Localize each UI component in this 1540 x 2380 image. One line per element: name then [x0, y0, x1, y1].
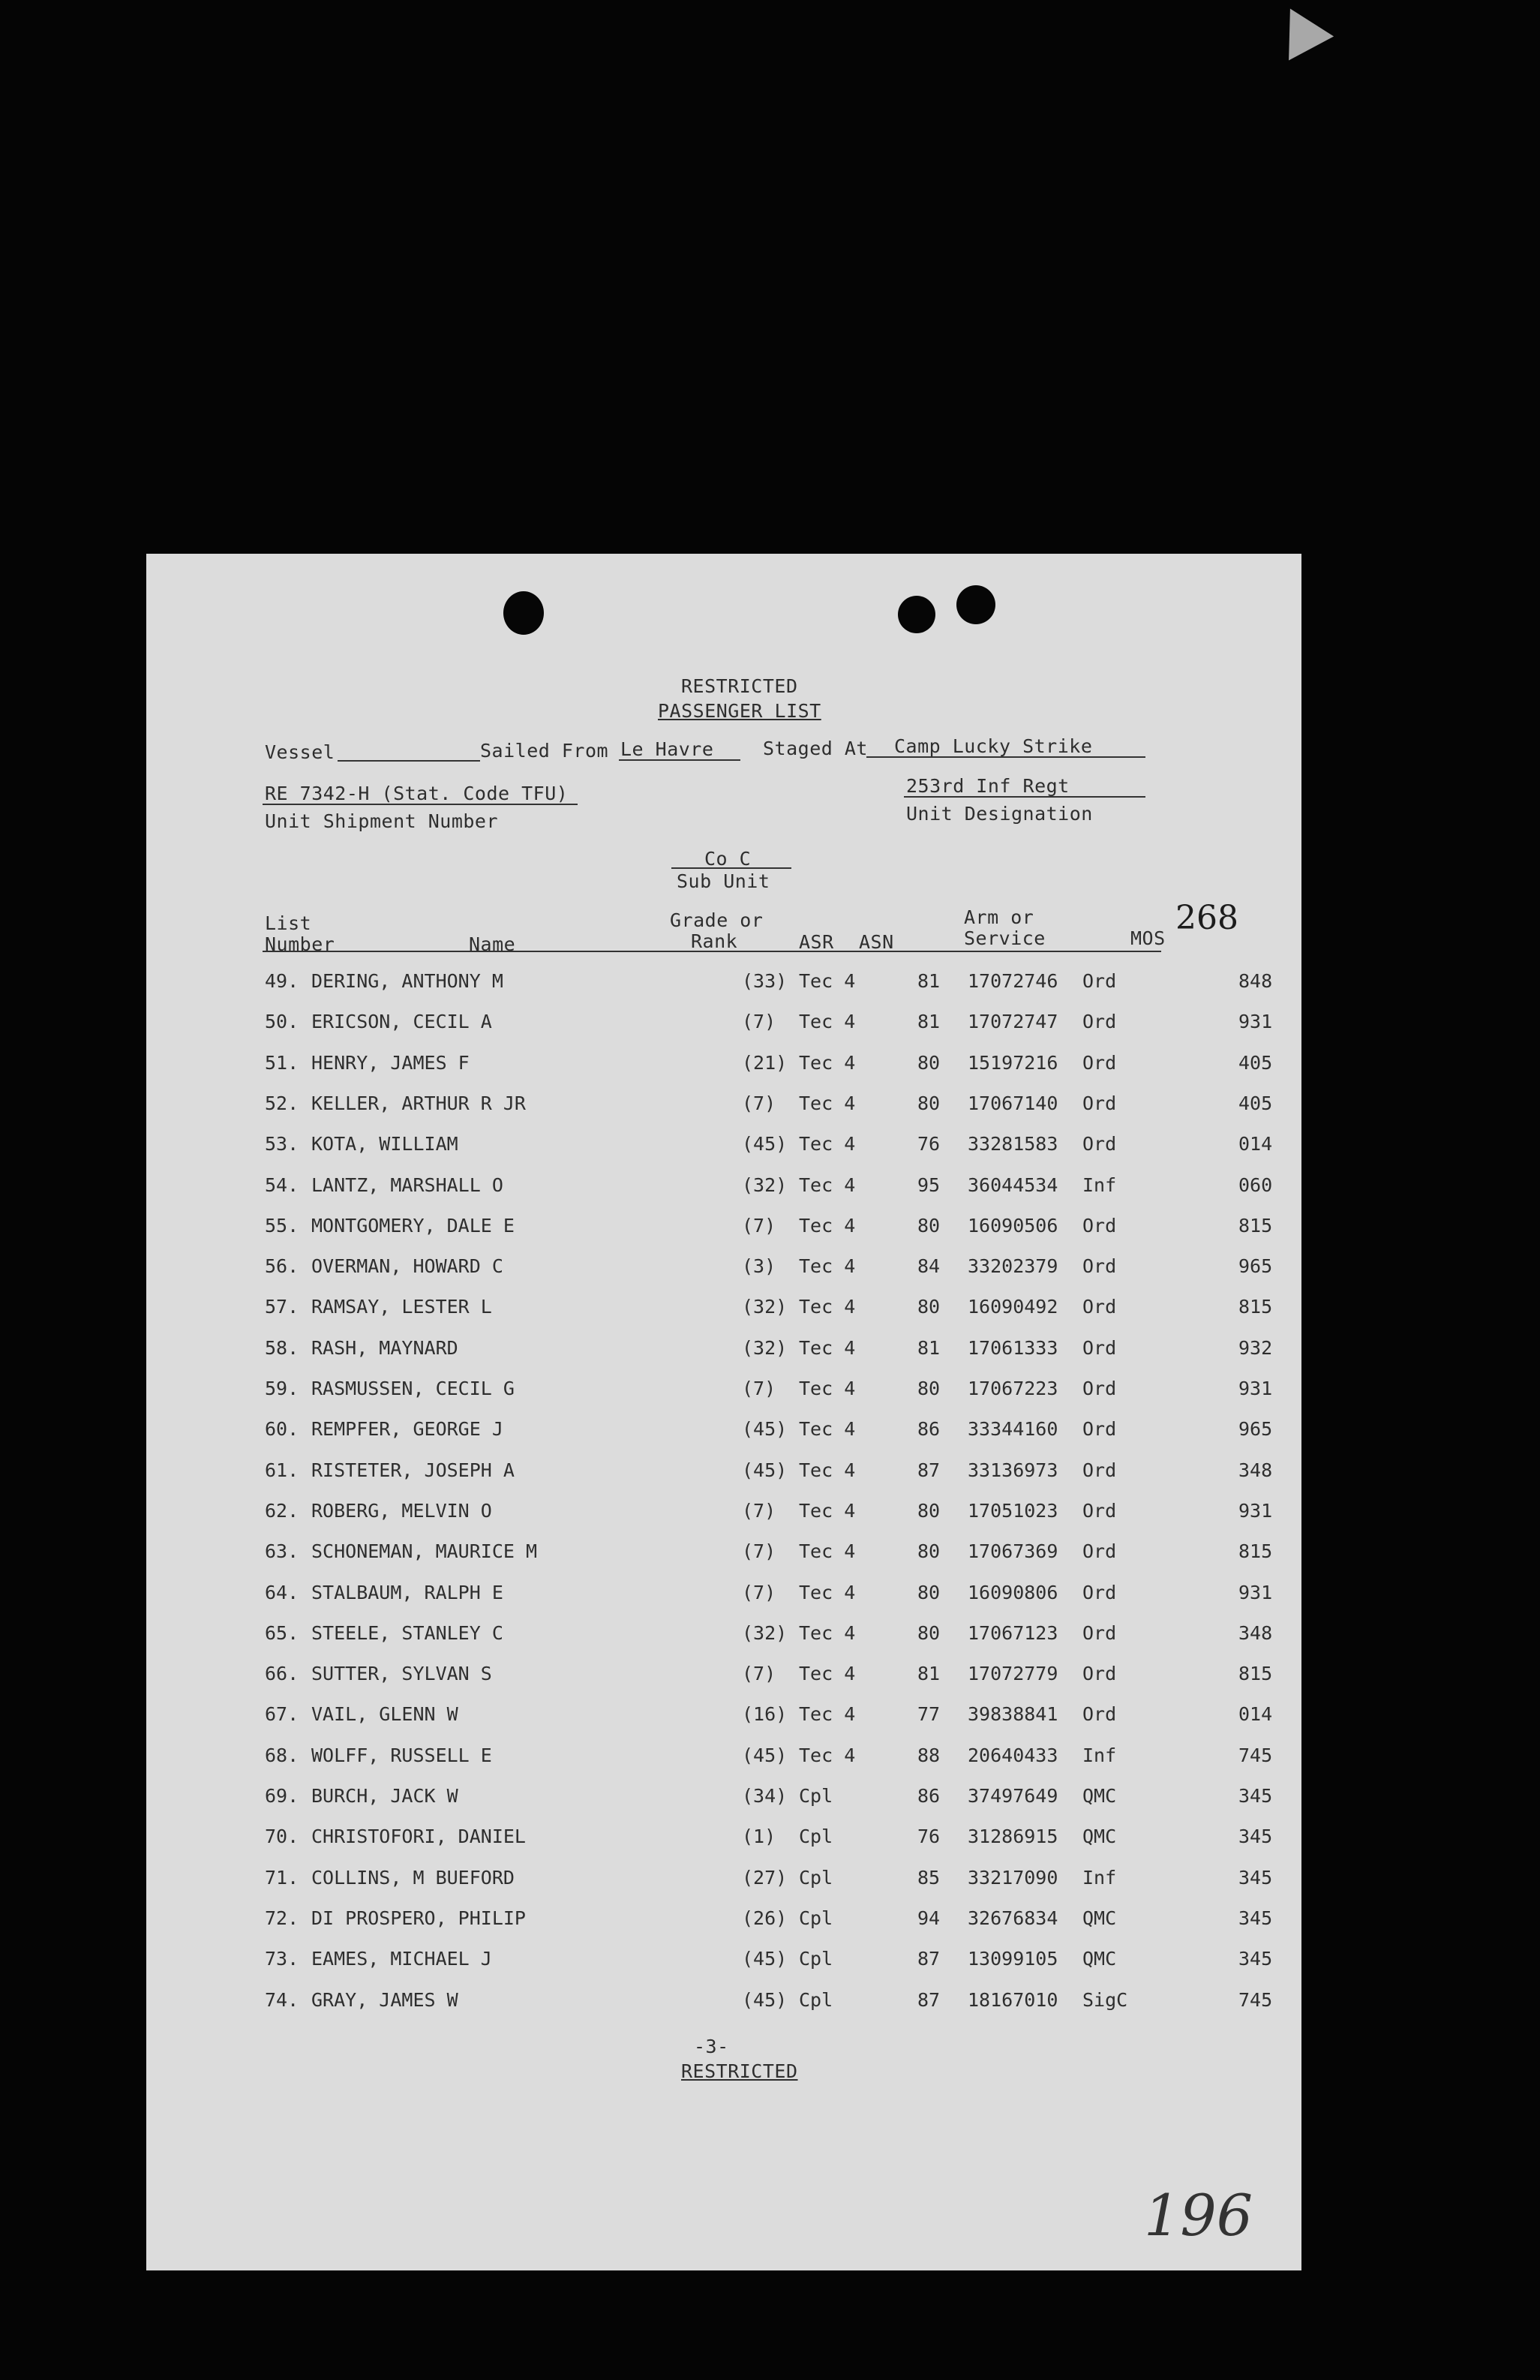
row-asn: 17072746 — [968, 970, 1058, 992]
row-asn: 16090492 — [968, 1296, 1058, 1318]
row-grade: Tec 4 — [799, 1378, 856, 1399]
page-stamp: 268 — [1175, 899, 1238, 937]
row-asr: 81 — [917, 970, 941, 992]
table-row — [146, 1582, 1301, 1622]
row-number: 56. — [265, 1255, 299, 1278]
row-mos: 745 — [1238, 1988, 1273, 2011]
row-mos: 014 — [1238, 1133, 1273, 1155]
row-grade: Tec 4 — [799, 1459, 856, 1481]
row-code: (32) — [742, 1621, 788, 1644]
row-grade: Tec 4 — [799, 1744, 856, 1766]
row-grade: Tec 4 — [799, 1663, 856, 1685]
handwritten-number: 196 — [1144, 2182, 1253, 2249]
punch-hole-left — [503, 591, 544, 635]
row-mos: 931 — [1238, 1378, 1273, 1399]
row-asr: 80 — [917, 1540, 941, 1563]
row-name: RASMUSSEN, CECIL G — [311, 1378, 515, 1399]
row-asn: 18167010 — [968, 1988, 1058, 2011]
row-code: (34) — [742, 1785, 788, 1807]
row-arm: Ord — [1082, 1459, 1117, 1481]
staged-at-value: Camp Lucky Strike — [894, 735, 1093, 757]
row-number: 55. — [265, 1214, 299, 1237]
row-code: (32) — [742, 1173, 788, 1196]
row-code: (3) — [742, 1255, 776, 1278]
row-code: (45) — [742, 1948, 788, 1970]
row-name: GRAY, JAMES W — [311, 1988, 458, 2011]
row-asn: 32676834 — [968, 1907, 1058, 1929]
row-grade: Cpl — [799, 1866, 833, 1889]
unit-designation-line — [904, 796, 1145, 798]
row-number: 62. — [265, 1499, 299, 1522]
sailed-from-value: Le Havre — [620, 738, 714, 760]
row-arm: Inf — [1082, 1866, 1117, 1889]
row-asn: 17072779 — [968, 1663, 1058, 1685]
row-asr: 77 — [917, 1703, 941, 1726]
row-name: SUTTER, SYLVAN S — [311, 1663, 492, 1685]
row-asn: 17061333 — [968, 1336, 1058, 1359]
row-number: 52. — [265, 1092, 299, 1114]
row-arm: Ord — [1082, 1703, 1117, 1726]
row-arm: Ord — [1082, 1011, 1117, 1033]
row-asn: 36044534 — [968, 1173, 1058, 1196]
table-row — [146, 1907, 1301, 1948]
row-asn: 17072747 — [968, 1011, 1058, 1033]
row-asn: 39838841 — [968, 1703, 1058, 1726]
row-arm: Ord — [1082, 1092, 1117, 1114]
row-mos: 932 — [1238, 1336, 1273, 1359]
row-asr: 87 — [917, 1948, 941, 1970]
row-name: KOTA, WILLIAM — [311, 1133, 458, 1155]
row-mos: 815 — [1238, 1214, 1273, 1237]
row-number: 63. — [265, 1540, 299, 1563]
row-mos: 345 — [1238, 1866, 1273, 1889]
row-name: BURCH, JACK W — [311, 1785, 458, 1807]
row-number: 50. — [265, 1011, 299, 1033]
row-mos: 348 — [1238, 1459, 1273, 1481]
staged-at-line — [866, 756, 1145, 758]
row-mos: 345 — [1238, 1948, 1273, 1970]
row-name: KELLER, ARTHUR R JR — [311, 1092, 526, 1114]
passenger-list-page — [146, 554, 1301, 2270]
row-grade: Cpl — [799, 1826, 833, 1848]
row-asr: 81 — [917, 1663, 941, 1685]
row-mos: 931 — [1238, 1011, 1273, 1033]
row-grade: Tec 4 — [799, 1296, 856, 1318]
shipment-number-label: Unit Shipment Number — [265, 810, 499, 832]
row-arm: Ord — [1082, 1621, 1117, 1644]
row-code: (7) — [742, 1540, 776, 1563]
row-code: (45) — [742, 1133, 788, 1155]
table-row — [146, 1092, 1301, 1133]
row-code: (7) — [742, 1092, 776, 1114]
row-asn: 17051023 — [968, 1499, 1058, 1522]
row-number: 74. — [265, 1988, 299, 2011]
row-code: (7) — [742, 1581, 776, 1603]
row-mos: 014 — [1238, 1703, 1273, 1726]
row-number: 49. — [265, 970, 299, 992]
row-number: 65. — [265, 1621, 299, 1644]
row-arm: Ord — [1082, 1255, 1117, 1278]
sub-unit-line — [671, 867, 791, 869]
vessel-blank — [338, 760, 480, 762]
row-number: 60. — [265, 1418, 299, 1441]
row-mos: 405 — [1238, 1092, 1273, 1114]
table-row — [146, 1133, 1301, 1173]
row-asr: 86 — [917, 1418, 941, 1441]
row-name: LANTZ, MARSHALL O — [311, 1173, 503, 1196]
row-asr: 80 — [917, 1296, 941, 1318]
row-code: (7) — [742, 1214, 776, 1237]
punch-hole-right — [956, 585, 995, 624]
col-asr: ASR — [799, 931, 834, 953]
row-code: (7) — [742, 1011, 776, 1033]
sub-unit-value: Co C — [704, 848, 752, 870]
row-number: 57. — [265, 1296, 299, 1318]
row-asn: 17067123 — [968, 1621, 1058, 1644]
row-asn: 15197216 — [968, 1051, 1058, 1074]
row-grade: Tec 4 — [799, 1418, 856, 1441]
table-row — [146, 1052, 1301, 1092]
row-name: REMPFER, GEORGE J — [311, 1418, 503, 1441]
row-name: HENRY, JAMES F — [311, 1051, 470, 1074]
row-arm: Ord — [1082, 1296, 1117, 1318]
row-asr: 88 — [917, 1744, 941, 1766]
row-asr: 76 — [917, 1133, 941, 1155]
row-asn: 31286915 — [968, 1826, 1058, 1848]
row-code: (45) — [742, 1744, 788, 1766]
row-name: SCHONEMAN, MAURICE M — [311, 1540, 538, 1563]
unit-designation-label: Unit Designation — [906, 803, 1093, 825]
unit-designation-value: 253rd Inf Regt — [906, 775, 1070, 797]
row-code: (45) — [742, 1418, 788, 1441]
classification-bottom: RESTRICTED — [681, 2060, 798, 2082]
row-mos: 348 — [1238, 1621, 1273, 1644]
col-arm-2: Service — [964, 927, 1046, 949]
row-code: (21) — [742, 1051, 788, 1074]
row-code: (26) — [742, 1907, 788, 1929]
row-arm: SigC — [1082, 1988, 1128, 2011]
row-mos: 405 — [1238, 1051, 1273, 1074]
row-grade: Tec 4 — [799, 1214, 856, 1237]
row-asn: 37497649 — [968, 1785, 1058, 1807]
row-grade: Cpl — [799, 1948, 833, 1970]
table-row — [146, 1989, 1301, 2030]
table-row — [146, 1622, 1301, 1663]
row-name: OVERMAN, HOWARD C — [311, 1255, 503, 1278]
table-row — [146, 1948, 1301, 1988]
row-name: STALBAUM, RALPH E — [311, 1581, 503, 1603]
row-mos: 965 — [1238, 1255, 1273, 1278]
shipment-number-value: RE 7342-H (Stat. Code TFU) — [265, 783, 569, 804]
table-row — [146, 1703, 1301, 1744]
row-code: (45) — [742, 1988, 788, 2011]
row-code: (33) — [742, 970, 788, 992]
row-asn: 17067369 — [968, 1540, 1058, 1563]
punch-hole-center — [898, 596, 935, 633]
row-name: RASH, MAYNARD — [311, 1336, 458, 1359]
row-code: (45) — [742, 1459, 788, 1481]
row-mos: 848 — [1238, 970, 1273, 992]
row-grade: Tec 4 — [799, 1092, 856, 1114]
row-asr: 80 — [917, 1581, 941, 1603]
row-grade: Tec 4 — [799, 1255, 856, 1278]
row-name: STEELE, STANLEY C — [311, 1621, 503, 1644]
row-asn: 17067140 — [968, 1092, 1058, 1114]
row-arm: Ord — [1082, 970, 1117, 992]
row-name: RISTETER, JOSEPH A — [311, 1459, 515, 1481]
sub-unit-label: Sub Unit — [677, 870, 770, 892]
row-asn: 33344160 — [968, 1418, 1058, 1441]
row-arm: Ord — [1082, 1214, 1117, 1237]
row-asr: 80 — [917, 1092, 941, 1114]
row-mos: 345 — [1238, 1907, 1273, 1929]
row-asr: 85 — [917, 1866, 941, 1889]
row-name: ERICSON, CECIL A — [311, 1011, 492, 1033]
row-name: EAMES, MICHAEL J — [311, 1948, 492, 1970]
vessel-label: Vessel — [265, 741, 335, 763]
row-arm: QMC — [1082, 1785, 1117, 1807]
row-arm: Ord — [1082, 1418, 1117, 1441]
row-grade: Cpl — [799, 1907, 833, 1929]
table-row — [146, 1826, 1301, 1866]
row-asr: 94 — [917, 1907, 941, 1929]
row-arm: QMC — [1082, 1948, 1117, 1970]
row-mos: 060 — [1238, 1173, 1273, 1196]
row-asr: 81 — [917, 1011, 941, 1033]
col-list-number-1: List — [265, 912, 312, 934]
table-row — [146, 1418, 1301, 1459]
table-row — [146, 1255, 1301, 1296]
table-row — [146, 1174, 1301, 1215]
row-code: (7) — [742, 1499, 776, 1522]
header-rule — [263, 951, 1161, 952]
table-row — [146, 1296, 1301, 1336]
row-name: COLLINS, M BUEFORD — [311, 1866, 515, 1889]
row-asr: 80 — [917, 1499, 941, 1522]
row-arm: Ord — [1082, 1051, 1117, 1074]
row-name: RAMSAY, LESTER L — [311, 1296, 492, 1318]
row-asr: 80 — [917, 1621, 941, 1644]
row-mos: 815 — [1238, 1540, 1273, 1563]
row-asr: 95 — [917, 1173, 941, 1196]
col-asn: ASN — [859, 931, 894, 953]
row-asn: 20640433 — [968, 1744, 1058, 1766]
row-number: 73. — [265, 1948, 299, 1970]
col-grade-1: Grade or — [670, 909, 764, 931]
row-asr: 80 — [917, 1378, 941, 1399]
row-number: 53. — [265, 1133, 299, 1155]
row-arm: Ord — [1082, 1581, 1117, 1603]
sailed-from-line — [619, 759, 740, 761]
row-name: MONTGOMERY, DALE E — [311, 1214, 515, 1237]
row-code: (32) — [742, 1296, 788, 1318]
sailed-from-label: Sailed From — [480, 740, 609, 762]
table-row — [146, 1500, 1301, 1540]
row-grade: Tec 4 — [799, 1703, 856, 1726]
table-row — [146, 1378, 1301, 1418]
col-arm-1: Arm or — [964, 906, 1034, 928]
row-asn: 33281583 — [968, 1133, 1058, 1155]
col-list-number-2: Number — [265, 933, 335, 955]
row-asn: 33217090 — [968, 1866, 1058, 1889]
row-number: 69. — [265, 1785, 299, 1807]
row-arm: QMC — [1082, 1907, 1117, 1929]
staged-at-label: Staged At — [763, 738, 868, 759]
row-grade: Tec 4 — [799, 1581, 856, 1603]
table-row — [146, 1337, 1301, 1378]
table-row — [146, 1215, 1301, 1255]
row-arm: Inf — [1082, 1744, 1117, 1766]
row-asn: 17067223 — [968, 1378, 1058, 1399]
row-code: (32) — [742, 1336, 788, 1359]
row-number: 68. — [265, 1744, 299, 1766]
col-mos: MOS — [1130, 927, 1166, 949]
row-grade: Tec 4 — [799, 1499, 856, 1522]
row-arm: Ord — [1082, 1336, 1117, 1359]
row-arm: QMC — [1082, 1826, 1117, 1848]
row-number: 59. — [265, 1378, 299, 1399]
classification-top: RESTRICTED — [681, 675, 798, 697]
row-grade: Tec 4 — [799, 1621, 856, 1644]
shipment-number-line — [263, 804, 578, 805]
row-number: 54. — [265, 1173, 299, 1196]
row-name: DERING, ANTHONY M — [311, 970, 503, 992]
row-name: DI PROSPERO, PHILIP — [311, 1907, 526, 1929]
row-asr: 84 — [917, 1255, 941, 1278]
row-number: 70. — [265, 1826, 299, 1848]
row-asn: 16090806 — [968, 1581, 1058, 1603]
row-code: (1) — [742, 1826, 776, 1848]
row-mos: 815 — [1238, 1296, 1273, 1318]
row-grade: Cpl — [799, 1988, 833, 2011]
list-title: PASSENGER LIST — [658, 700, 821, 722]
row-name: ROBERG, MELVIN O — [311, 1499, 492, 1522]
row-asr: 87 — [917, 1459, 941, 1481]
row-arm: Ord — [1082, 1378, 1117, 1399]
row-number: 64. — [265, 1581, 299, 1603]
row-code: (16) — [742, 1703, 788, 1726]
row-grade: Tec 4 — [799, 970, 856, 992]
row-grade: Tec 4 — [799, 1540, 856, 1563]
row-mos: 931 — [1238, 1581, 1273, 1603]
row-asr: 80 — [917, 1214, 941, 1237]
row-name: VAIL, GLENN W — [311, 1703, 458, 1726]
col-name: Name — [469, 933, 516, 955]
row-mos: 745 — [1238, 1744, 1273, 1766]
row-arm: Ord — [1082, 1540, 1117, 1563]
row-name: WOLFF, RUSSELL E — [311, 1744, 492, 1766]
table-row — [146, 1785, 1301, 1826]
row-mos: 815 — [1238, 1663, 1273, 1685]
row-grade: Tec 4 — [799, 1051, 856, 1074]
row-asn: 33136973 — [968, 1459, 1058, 1481]
row-number: 72. — [265, 1907, 299, 1929]
row-asn: 16090506 — [968, 1214, 1058, 1237]
row-number: 66. — [265, 1663, 299, 1685]
row-number: 61. — [265, 1459, 299, 1481]
row-grade: Tec 4 — [799, 1336, 856, 1359]
col-grade-2: Rank — [691, 930, 738, 952]
row-asn: 33202379 — [968, 1255, 1058, 1278]
table-row — [146, 1011, 1301, 1051]
table-row — [146, 1744, 1301, 1785]
row-code: (7) — [742, 1663, 776, 1685]
row-name: CHRISTOFORI, DANIEL — [311, 1826, 526, 1848]
table-row — [146, 1663, 1301, 1703]
row-asr: 76 — [917, 1826, 941, 1848]
table-row — [146, 970, 1301, 1011]
row-asr: 80 — [917, 1051, 941, 1074]
row-number: 67. — [265, 1703, 299, 1726]
row-code: (7) — [742, 1378, 776, 1399]
row-grade: Tec 4 — [799, 1133, 856, 1155]
table-row — [146, 1459, 1301, 1500]
row-code: (27) — [742, 1866, 788, 1889]
row-arm: Ord — [1082, 1499, 1117, 1522]
row-asr: 86 — [917, 1785, 941, 1807]
row-grade: Cpl — [799, 1785, 833, 1807]
row-mos: 345 — [1238, 1826, 1273, 1848]
row-mos: 345 — [1238, 1785, 1273, 1807]
row-number: 58. — [265, 1336, 299, 1359]
corner-triangle-mark — [1268, 0, 1334, 60]
row-number: 71. — [265, 1866, 299, 1889]
row-grade: Tec 4 — [799, 1011, 856, 1033]
row-asr: 87 — [917, 1988, 941, 2011]
row-arm: Ord — [1082, 1133, 1117, 1155]
row-mos: 965 — [1238, 1418, 1273, 1441]
table-row — [146, 1867, 1301, 1907]
row-arm: Inf — [1082, 1173, 1117, 1196]
row-arm: Ord — [1082, 1663, 1117, 1685]
row-asr: 81 — [917, 1336, 941, 1359]
row-number: 51. — [265, 1051, 299, 1074]
row-asn: 13099105 — [968, 1948, 1058, 1970]
row-grade: Tec 4 — [799, 1173, 856, 1196]
page-number: -3- — [694, 2036, 729, 2057]
row-mos: 931 — [1238, 1499, 1273, 1522]
table-row — [146, 1540, 1301, 1581]
